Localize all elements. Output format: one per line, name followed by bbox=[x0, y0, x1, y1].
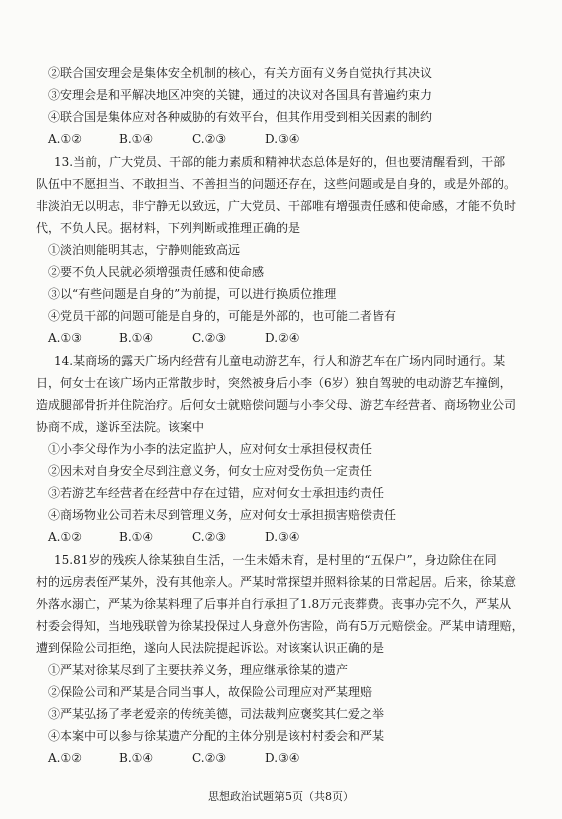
page-footer: 思想政治试题第5页（共8页） bbox=[208, 790, 354, 803]
q14-stem-line-1: 14.某商场的露天广场内经营有儿童电动游艺车，行人和游艺车在广场内同时通行。某 bbox=[54, 354, 506, 368]
q12-option-d: D.③④ bbox=[265, 132, 300, 146]
q15-stem-line-2: 村的远房表侄严某外，没有其他亲人。严某时常探望并照料徐某的日常起居。后来，徐某意 bbox=[36, 575, 517, 589]
q14-option-d: D.③④ bbox=[265, 530, 300, 544]
q13-option-d: D.②④ bbox=[265, 331, 300, 345]
q13-option-c: C.②③ bbox=[192, 331, 227, 345]
q14-stem-line-4: 协商不成，遂诉至法院。该案中 bbox=[36, 420, 205, 434]
exam-page bbox=[36, 66, 536, 773]
q15-statement-1: ①严某对徐某尽到了主要扶养义务，理应继承徐某的遗产 bbox=[48, 663, 349, 677]
q13-options bbox=[36, 331, 536, 346]
q13-stem-line-1: 13.当前，广大党员、干部的能力素质和精神状态总体是好的，但也要清醒看到，干部 bbox=[54, 155, 506, 169]
q15-stem-line-1: 15.81岁的残疾人徐某独自生活，一生未婚未育，是村里的“五保户”，身边除住在同 bbox=[54, 553, 497, 567]
q15-option-d: D.③④ bbox=[265, 751, 300, 765]
q14-statement-2: ②因未对自身安全尽到注意义务，何女士应对受伤负一定责任 bbox=[48, 464, 373, 478]
q14-stem-line-2: 日，何女士在该广场内正常散步时，突然被身后小李（6岁）独自驾驶的电动游艺车撞倒， bbox=[36, 376, 512, 390]
q13-stem-line-2: 队伍中不愿担当、不敢担当、不善担当的问题还存在，这些问题或是自身的，或是外部的。 bbox=[36, 177, 517, 191]
q14-stem-line-3: 造成腿部骨折并住院治疗。后何女士就赔偿问题与小李父母、游艺车经营者、商场物业公司 bbox=[36, 398, 517, 412]
q14-statement-1: ①小李父母作为小李的法定监护人，应对何女士承担侵权责任 bbox=[48, 442, 373, 456]
q12-statement-4: ④联合国是集体应对各种威胁的有效平台，但其作用受到相关因素的制约 bbox=[48, 110, 433, 124]
q13-stem-line-4: 代，不负人民。据材料，下列判断或推理正确的是 bbox=[36, 221, 301, 235]
q15-statement-3: ③严某弘扬了孝老爱亲的传统美德，司法裁判应褒奖其仁爱之举 bbox=[48, 707, 385, 721]
q15-option-b: B.①④ bbox=[119, 751, 154, 765]
q12-options bbox=[36, 132, 536, 147]
q12-option-c: C.②③ bbox=[192, 132, 227, 146]
q14-options bbox=[36, 530, 536, 545]
q14-option-c: C.②③ bbox=[192, 530, 227, 544]
q13-stem-line-3: 非淡泊无以明志，非宁静无以致远，广大党员、干部唯有增强责任感和使命感，才能不负时 bbox=[36, 199, 517, 213]
q13-option-a: A.①③ bbox=[48, 331, 82, 345]
q15-statement-4: ④本案中可以参与徐某遗产分配的主体分别是该村村委会和严某 bbox=[48, 729, 385, 743]
q15-option-a: A.①② bbox=[48, 751, 82, 765]
q14-statement-4: ④商场物业公司若未尽到管理义务，应对何女士承担损害赔偿责任 bbox=[48, 508, 397, 522]
q14-option-a: A.①② bbox=[48, 530, 82, 544]
q13-option-b: B.①④ bbox=[119, 331, 154, 345]
q12-option-a: A.①② bbox=[48, 132, 82, 146]
q13-statement-2: ②要不负人民就必须增强责任感和使命感 bbox=[48, 265, 265, 279]
q14-statement-3: ③若游艺车经营者在经营中存在过错，应对何女士承担违约责任 bbox=[48, 486, 385, 500]
q13-statement-4: ④党员干部的问题可能是自身的，可能是外部的，也可能二者皆有 bbox=[48, 309, 397, 323]
q15-option-c: C.②③ bbox=[192, 751, 227, 765]
q13-statement-1: ①淡泊则能明其志，宁静则能致高远 bbox=[48, 243, 241, 257]
q15-stem-line-4: 村委会得知，当地残联曾为徐某投保过人身意外伤害险，尚有5万元赔偿金。严某申请理赔， bbox=[36, 619, 524, 633]
q13-statement-3: ③以“有些问题是自身的”为前提，可以进行换质位推理 bbox=[48, 287, 337, 301]
q15-statement-2: ②保险公司和严某是合同当事人，故保险公司理应对严某理赔 bbox=[48, 685, 373, 699]
q12-statement-2: ②联合国安理会是集体安全机制的核心，有关方面有义务自觉执行其决议 bbox=[48, 66, 433, 80]
q14-option-b: B.①④ bbox=[119, 530, 154, 544]
q15-stem-line-5: 遭到保险公司拒绝，遂向人民法院提起诉讼。对该案认识正确的是 bbox=[36, 641, 385, 655]
q15-options bbox=[36, 751, 536, 766]
q15-stem-line-3: 外落水溺亡，严某为徐某料理了后事并自行承担了1.8万元丧葬费。丧事办完不久，严某从 bbox=[36, 597, 512, 611]
q12-option-b: B.①④ bbox=[119, 132, 154, 146]
q12-statement-3: ③安理会是和平解决地区冲突的关键，通过的决议对各国具有普遍约束力 bbox=[48, 88, 433, 102]
